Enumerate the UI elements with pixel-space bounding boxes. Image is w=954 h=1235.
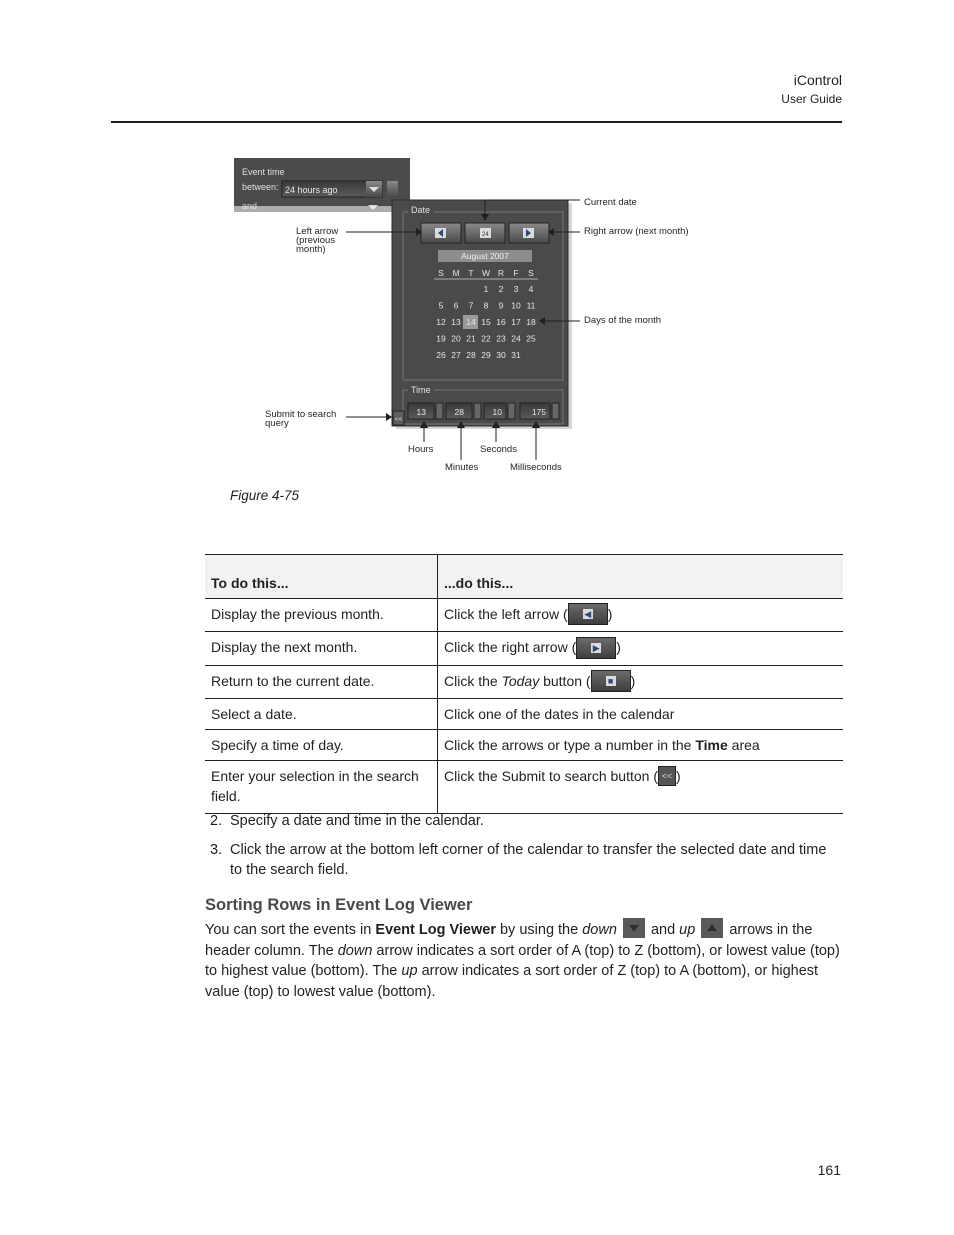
- sort-down-arrow-icon: [623, 918, 645, 938]
- weekday: S: [528, 268, 534, 278]
- paragraph-emphasis: down: [582, 922, 617, 938]
- callout-submit: Submit to search: [265, 409, 337, 420]
- minutes-stepper[interactable]: [474, 403, 481, 419]
- calendar-day[interactable]: 14: [466, 317, 476, 327]
- weekday: W: [481, 268, 491, 278]
- calendar-day[interactable]: 6: [453, 300, 459, 311]
- paragraph-text: by using the: [495, 922, 583, 938]
- paragraph-strong: Event Log Viewer: [375, 922, 496, 938]
- left-arrow-button-icon: ◀: [568, 603, 608, 625]
- step-text: Click the arrow at the bottom left corner of the calendar to transfer the selected date and time to the search field.: [230, 842, 827, 878]
- table-cell-instruction: [438, 665, 844, 698]
- callout-left-arrow: Left arrow: [296, 226, 339, 237]
- instruction-strong: Time: [695, 736, 728, 753]
- calendar-day[interactable]: 18: [526, 317, 536, 327]
- time-label: Time: [411, 385, 431, 395]
- calendar-day[interactable]: 31: [511, 350, 521, 360]
- calendar-day[interactable]: 22: [481, 333, 491, 344]
- instruction-text: area: [727, 736, 760, 753]
- table-cell-instruction: [438, 599, 844, 632]
- instruction-text: Click the arrows or type a number in the: [444, 736, 696, 753]
- callout-left-arrow-3: month): [296, 244, 326, 255]
- calendar-day[interactable]: 8: [483, 300, 489, 311]
- calendar-day[interactable]: 9: [498, 300, 504, 311]
- calendar-day[interactable]: 17: [511, 317, 521, 327]
- calendar-day[interactable]: 5: [438, 300, 444, 311]
- calendar-day[interactable]: 7: [468, 300, 474, 311]
- calendar-figure: [200, 150, 760, 480]
- table-cell-action: Return to the current date.: [205, 665, 438, 698]
- paragraph-emphasis: up: [679, 922, 696, 938]
- step-text: Specify a date and time in the calendar.: [230, 813, 484, 829]
- today-button-icon: ■: [591, 670, 631, 692]
- calendar-day[interactable]: 26: [436, 350, 446, 360]
- instruction-text: Click the left arrow (: [444, 606, 568, 622]
- paragraph-text: arrow indicates a sort order of Z (top) to A (bottom), or highest value (top) to lowest value (bottom).: [205, 963, 819, 1000]
- callout-days-of-month: Days of the month: [584, 315, 662, 326]
- paragraph-emphasis: down: [337, 942, 373, 959]
- table-row: [205, 665, 843, 698]
- calendar-day[interactable]: 19: [436, 333, 446, 344]
- section-paragraph: [205, 918, 845, 1002]
- table-header-row: [205, 555, 843, 599]
- table-row: [205, 632, 843, 665]
- callout-submit-2: query: [265, 418, 289, 429]
- header-rule: [111, 121, 842, 123]
- calendar-day[interactable]: 2: [498, 284, 504, 294]
- svg-text:24: 24: [482, 232, 489, 238]
- instruction-text: Click the right arrow (: [444, 639, 577, 656]
- step-number: 3.: [210, 842, 223, 858]
- callout-right-arrow: Right arrow (next month): [584, 226, 689, 237]
- paragraph-text: arrows in the header column. The: [205, 922, 813, 959]
- instruction-text: Click the Submit to search button (: [444, 767, 658, 784]
- instructions-table: [205, 554, 843, 814]
- callout-seconds: Seconds: [480, 444, 517, 455]
- milliseconds-stepper[interactable]: [552, 403, 559, 419]
- table-row: [205, 698, 843, 729]
- date-label: Date: [411, 205, 431, 215]
- column-header: ...do this...: [438, 555, 844, 599]
- instruction-text: Click the: [444, 672, 502, 689]
- weekday: S: [438, 268, 444, 278]
- calendar-day[interactable]: 4: [528, 284, 534, 294]
- right-arrow-button-icon: ▶: [576, 637, 616, 659]
- calendar-day[interactable]: 29: [481, 350, 491, 360]
- calendar-day[interactable]: 12: [436, 317, 446, 327]
- callout-minutes: Minutes: [445, 462, 479, 473]
- page-number: 161: [817, 1162, 841, 1178]
- instruction-emphasis: Today: [501, 672, 540, 689]
- paragraph-text: and: [646, 922, 680, 938]
- calendar-day[interactable]: 30: [496, 350, 506, 360]
- table-cell-action: Select a date.: [205, 698, 438, 729]
- paragraph-emphasis: up: [401, 963, 418, 979]
- month-title: August 2007: [461, 251, 509, 261]
- sort-up-arrow-icon: [701, 918, 723, 938]
- calendar-day[interactable]: 10: [511, 300, 521, 311]
- calendar-day[interactable]: 15: [481, 317, 491, 327]
- table-cell-instruction: [438, 729, 844, 760]
- calendar-day[interactable]: 25: [526, 333, 536, 344]
- weekday: T: [468, 268, 474, 278]
- submit-button-icon: <<: [658, 766, 676, 786]
- section-heading: Sorting Rows in Event Log Viewer: [205, 896, 473, 914]
- milliseconds-value: 175: [531, 407, 546, 417]
- instruction-text: ): [676, 767, 681, 784]
- between-field[interactable]: 24 hours ago: [285, 185, 338, 195]
- step-number: 2.: [210, 813, 223, 829]
- weekday: M: [452, 268, 460, 278]
- table-cell-action: Enter your selection in the search field.: [205, 760, 438, 813]
- table-row: [205, 729, 843, 760]
- minutes-value: 28: [454, 407, 464, 417]
- calendar-day[interactable]: 3: [513, 284, 519, 294]
- double-left-arrow-icon: <<: [394, 416, 403, 423]
- figure-caption: Figure 4-75: [230, 488, 300, 503]
- callout-left-arrow-2: (previous: [296, 235, 336, 246]
- table-row: [205, 760, 843, 813]
- calendar-day[interactable]: 27: [451, 350, 461, 360]
- weekday: F: [513, 268, 519, 278]
- calendar-day[interactable]: 24: [511, 333, 521, 344]
- callout-current-date: Current date: [584, 197, 637, 208]
- calendar-day[interactable]: 23: [496, 333, 506, 344]
- header-product: iControl: [793, 72, 842, 88]
- table-row: [205, 599, 843, 632]
- callout-hours: Hours: [408, 444, 434, 455]
- between-label: between:: [242, 182, 279, 192]
- calendar-day[interactable]: 21: [466, 333, 476, 344]
- calendar-toggle-button[interactable]: [387, 181, 398, 197]
- calendar-day[interactable]: 13: [451, 317, 461, 327]
- table-cell-action: Specify a time of day.: [205, 729, 438, 760]
- header-doc-title: User Guide: [781, 92, 842, 106]
- calendar-day[interactable]: 28: [466, 350, 476, 360]
- hours-stepper[interactable]: [436, 403, 443, 419]
- instruction-text: ): [616, 639, 621, 656]
- calendar-day[interactable]: 20: [451, 333, 461, 344]
- calendar-day[interactable]: 1: [483, 284, 489, 294]
- callout-milliseconds: Milliseconds: [510, 462, 562, 473]
- column-header: To do this...: [205, 555, 438, 599]
- seconds-value: 10: [492, 407, 502, 417]
- seconds-stepper[interactable]: [508, 403, 515, 419]
- paragraph-text: arrow indicates a sort order of A (top) to Z (bottom), or lowest value (top) to highest value (bottom). The: [205, 942, 840, 979]
- calendar-day[interactable]: 16: [496, 317, 506, 327]
- hours-value: 13: [416, 407, 426, 417]
- table-cell-instruction: Click one of the dates in the calendar: [438, 698, 844, 729]
- table-cell-instruction: [438, 632, 844, 665]
- calendar-day[interactable]: 11: [526, 300, 536, 311]
- table-cell-instruction: [438, 760, 844, 813]
- instruction-text: button (: [539, 672, 591, 689]
- table-cell-action: Display the next month.: [205, 632, 438, 665]
- weekday: R: [497, 268, 505, 278]
- instruction-text: ): [630, 672, 636, 689]
- instruction-text: ): [607, 606, 613, 622]
- event-time-label: Event time: [242, 167, 285, 177]
- table-cell-action: Display the previous month.: [205, 599, 438, 632]
- paragraph-text: You can sort the events in: [205, 922, 376, 938]
